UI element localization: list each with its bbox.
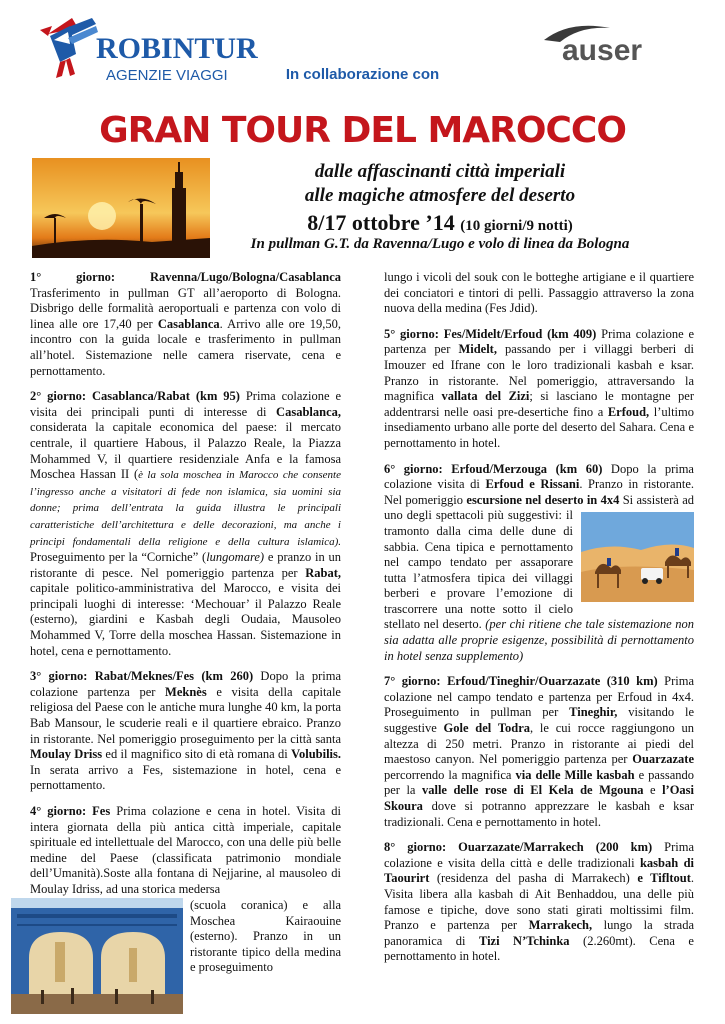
day-2-heading: 2° giorno: Casablanca/Rabat (km 95) — [30, 389, 240, 404]
day-4-cont: lungo i vicoli del souk con le botteghe artigiane e il quartiere dei conciatori e tintori di pelli. Passaggio attraverso la zona nuova della medina (Fes Jdid). — [384, 270, 694, 316]
duration: (10 giorni/9 notti) — [460, 218, 573, 234]
day-8-heading: 8° giorno: Ouarzazate/Marrakech (200 km) — [384, 840, 653, 855]
day-7-heading: 7° giorno: Erfoud/Tineghir/Ouarzazate (310 km) — [384, 674, 658, 689]
day-5-heading: 5° giorno: Fes/Midelt/Erfoud (km 409) — [384, 326, 597, 341]
day-5: 5° giorno: Fes/Midelt/Erfoud (km 409) Prima colazione e partenza per Midelt, passando per i villaggi berberi di Imouzer ed Ifrane con le loro tradizionali kasbah e ksar. Pranzo in ristorante. Nel pomeriggio, attraversando la magnifica vallata del Zizi; si lasciano le montagne per addentrarsi nelle oasi pre-desertiche fino a Erfoud, l’ultimo insediamento urbano alle porte del deserto del Sahara. Cena e pernottamento in hotel. — [384, 326, 694, 450]
day-8: 8° giorno: Ouarzazate/Marrakech (200 km) Prima colazione e visita della città e delle tradizionali kasbah di Taourirt (residenza del pasha di Marrakech) e Tifltout. Visita libera alla kasbah di Ait Benhaddou, una delle più famose e tipiche, dove sono stati girati moltissimi film. Pranzo e partenza per Marrakech, lungo la strada panoramica di Tizi N’Tchinka (2.260mt). Cena e pernottamento in hotel. — [384, 840, 694, 964]
subtitle — [215, 160, 665, 208]
collaboration-label: In collaborazione con — [285, 66, 440, 83]
auser-logo — [540, 18, 700, 68]
svg-text:auser: auser — [562, 34, 643, 67]
subtitle-line-1: dalle affascinanti città imperiali — [314, 161, 566, 182]
left-column — [30, 270, 341, 908]
day-1: 1° giorno: Ravenna/Lugo/Bologna/Casablanca Trasferimento in pullman GT all’aeroporto di Bologna. Disbrigo delle formalità aeroportuali e partenza con volo di linea alle ore 17,40 per Casablanca. Arrivo alle ore 19,50, incontro con la guida locale e trasferimento in pullman all’hotel. Sistemazione nelle camera riservate, cena e pernottamento. — [30, 270, 341, 378]
day-3: 3° giorno: Rabat/Meknes/Fes (km 260) Dopo la prima colazione partenza per Meknès e visita della capitale religiosa del Paese con le antiche mura lunghe 40 km, la porta Bab Mansour, le scuderie reali e il quartiere ebraico. Pranzo in ristorante. Nel pomeriggio proseguimento per la città santa Moulay Driss ed il magnifico sito di età romana di Volubilis. In serata arrivo a Fes, sistemazione in hotel, cena e pernottamento. — [30, 669, 342, 793]
tour-date — [215, 210, 665, 236]
desert-camels-photo — [581, 512, 694, 602]
day-7: 7° giorno: Erfoud/Tineghir/Ouarzazate (310 km) Prima colazione nel campo tendato e partenza per Erfoud in 4x4. Proseguimento in pullman per Tineghir, visitando le suggestive Gole del Todra, le cui rocce raggiungono un altezza di 250 metri. Pranzo in ristorante ai piedi del maestoso canyon. Nel pomeriggio partenza per Ouarzazate percorrendo la magnifica via delle Mille kasbah e passando per la valle delle rose di El Kela de Mgouna e l’Oasi Skoura dove si potranno apprezzare le kasbah e ksar tradizionali. Cena e pernottamento in hotel. — [384, 674, 695, 829]
svg-text:ROBINTUR: ROBINTUR — [96, 32, 258, 65]
subtitle-line-2: alle magiche atmosfere del deserto — [304, 185, 576, 206]
sunset-minaret-photo — [32, 158, 210, 258]
day-4: 4° giorno: Fes Prima colazione e cena in hotel. Visita di intera giornata della più antica città imperiale, capitale spirituale ed intellettuale del Marocco, con una delle più belle medine del Paese (classificata patrimonio mondiale dell’Umanità).Soste alla fontana di Nejjarine, al mausoleo di Moulay Idriss, ad una storica medersa — [30, 804, 341, 896]
day-6-heading: 6° giorno: Erfoud/Merzouga (km 60) — [384, 461, 603, 476]
day-4-continuation: (scuola coranica) e alla Moschea Kairaouine (esterno). Pranzo in un ristorante tipico della medina e proseguimento — [190, 898, 341, 975]
date-value: 8/17 ottobre ’14 — [307, 210, 455, 235]
day-2: 2° giorno: Casablanca/Rabat (km 95) Prima colazione e visita dei principali punti di interesse di Casablanca, considerata la capitale economica del paese: il mercato centrale, il quartiere Habous, il Palazzo Reale, la Piazza Mohammed V, il quartiere residenziale Anfa e la famosa Moschea Hassan II (è la sola moschea in Marocco che consente l’ingresso anche a visitatori di fede non islamica, sia uomini sia donne; prima dell’entrata la guida illustra le principali caratteristiche dell’architettura e delle decorazioni, ma anche i principi fondamentali della religione e della cultura islamica). Proseguimento per la “Corniche” (lungomare) e pranzo in un ristorante di pesce. Nel pomeriggio partenza per Rabat, capitale politico-amministrativa del Marocco, e visita dei principali luoghi di interesse: ‘Mechouar’ il Palazzo Reale (esterno), giardini e Kasbah degli Oudaia, Mausoleo Mohammed V, Torre della moschea Hassan. Sistemazione in hotel, cena e pernottamento. — [30, 389, 341, 658]
transport-info: In pullman G.T. da Ravenna/Lugo e volo di linea da Bologna — [250, 236, 630, 252]
page-title: GRAN TOUR DEL MAROCCO — [99, 110, 626, 151]
svg-text:AGENZIE VIAGGI: AGENZIE VIAGGI — [106, 67, 228, 84]
day-1-heading: 1° giorno: Ravenna/Lugo/Bologna/Casablanca — [30, 270, 341, 284]
fes-gate-photo — [11, 898, 183, 1014]
day-3-heading: 3° giorno: Rabat/Meknes/Fes (km 260) — [30, 669, 254, 684]
day-4-heading: 4° giorno: Fes — [30, 804, 111, 818]
right-column — [384, 270, 694, 975]
day-6: 6° giorno: Erfoud/Merzouga (km 60) Dopo la prima colazione visita di Erfoud e Rissani. Pranzo in ristorante. Nel pomeriggio escursione nel deserto in 4x4 Si assisterà ad uno degli spettacoli più suggestivi: il tramonto dalla cima delle dune di sabbia. Cena tipica e pernottamento nel campo tendato per assaporare tutta l’atmosfera tipica dei villaggi berberi e provare l’emozione di trascorrere una notte sotto il cielo stellato nel deserto. (per chi ritiene che tale sistemazione non sia adatta alle proprie esigenze, possibilità di pernottamento in hotel senza supplemento) — [384, 461, 695, 663]
